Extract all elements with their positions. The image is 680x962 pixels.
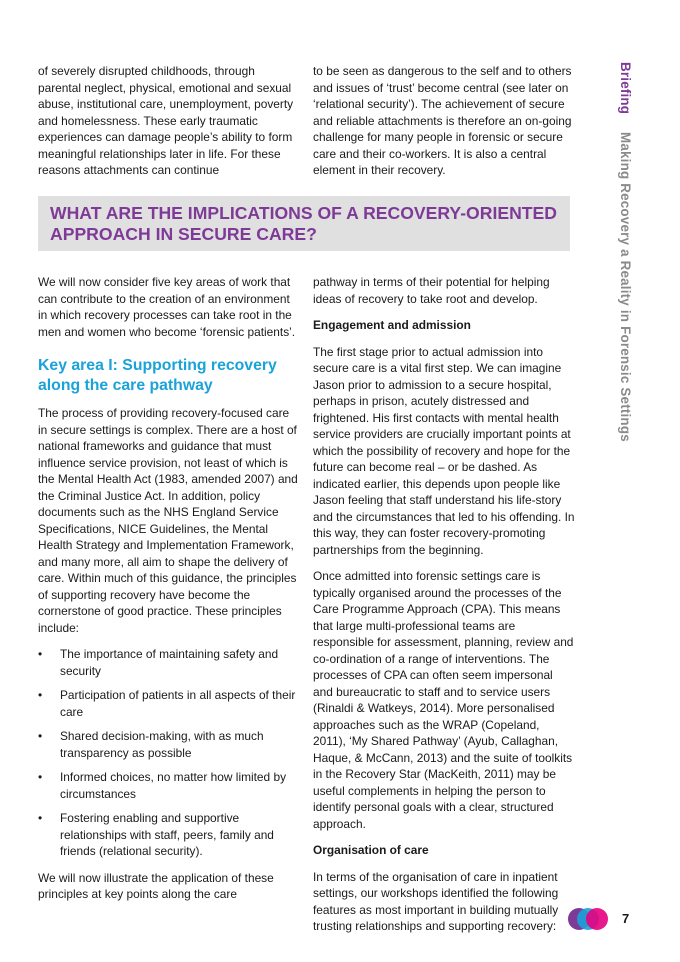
engagement-paragraph: The first stage prior to actual admission into secure care is a vital first step. We can imagine Jason prior to admission to a secure hospital, perhaps in prison, acutely distressed and frightened. His first contacts with mental health service providers are crucially important points at which the possibility of recovery and hope for the future can become real – or be dashed. As indicated earlier, this depends upon people like Jason feeling that staff understand his life-story and the circumstances that led to his offending. In this way, they can foster recovery-promoting partnerships from the beginning. — [313, 344, 575, 557]
intro-paragraph: We will now consider five key areas of work that can contribute to the creation of an environment in which recovery processes can take root in the men and women who become ‘forensic patients’. — [38, 275, 296, 339]
side-title — [618, 62, 633, 442]
top-right-paragraph: to be seen as dangerous to the self and to others and issues of ‘trust’ become central (see later on ‘relational security’). The achievement of secure and reliable attachments is therefore an on-going challenge for many people in forensic or secure care and their co-workers. It is also a central element in their recovery. — [313, 64, 572, 177]
logo-icon — [566, 906, 610, 932]
organisation-heading: Organisation of care — [313, 843, 429, 857]
side-section-label: Briefing — [618, 62, 633, 115]
list-item-text: Participation of patients in all aspects of their care — [60, 688, 296, 719]
list-item-text: Shared decision-making, with as much transparency as possible — [60, 729, 264, 760]
bullet-icon: • — [38, 770, 43, 784]
section-heading: WHAT ARE THE IMPLICATIONS OF A RECOVERY-ORIENTED APPROACH IN SECURE CARE? — [50, 203, 557, 244]
engagement-heading: Engagement and admission — [313, 318, 471, 332]
list-item — [38, 646, 298, 679]
list-item — [38, 769, 298, 802]
list-item-text: Informed choices, no matter how limited by circumstances — [60, 770, 287, 801]
cpa-paragraph: Once admitted into forensic settings care is typically organised around the processes of the Care Programme Approach (CPA). This means that large multi-professional teams are responsible for assessment, planning, review and co-ordination of a range of interventions. The processes of CPA can often seem impersonal and bureaucratic to staff and to service users (Rinaldi & Watkeys, 2014). More personalised approaches such as the WRAP (Copeland, 2011), ‘My Shared Pathway’ (Ayub, Callaghan, Haque, & McCann, 2013) and the suite of toolkits in the Recovery Star (MacKeith, 2011) may be useful complements in helping the person to identify personal goals with a clear, structured approach. — [313, 569, 574, 831]
left-column — [38, 274, 298, 913]
section-banner — [38, 196, 570, 251]
top-left-text — [38, 63, 296, 189]
top-right-text — [313, 63, 573, 189]
logo-circle-pink — [586, 908, 608, 930]
organisation-paragraph: In terms of the organisation of care in inpatient settings, our workshops identified the following features as most important in building mutually trusting relationships and supporting recovery: — [313, 869, 559, 933]
bullet-icon: • — [38, 647, 43, 661]
page-number: 7 — [622, 911, 630, 926]
bullet-icon: • — [38, 729, 43, 743]
list-item-text: Fostering enabling and supportive relationships with staff, peers, family and friends (relational security). — [60, 811, 274, 858]
key-area-paragraph: The process of providing recovery-focused care in secure settings is complex. There are a host of national frameworks and guidance that must influence service provision, not least of which is the Mental Health Act (1983, amended 2007) and the Criminal Justice Act. In addition, policy documents such as the NHS England Service Specifications, NICE Guidelines, the Mental Health Strategy and Implementation Framework, and many more, all aim to shape the delivery of care. Within much of this guidance, the principles of supporting recovery have become the cornerstone of good practice. These principles include: — [38, 406, 298, 635]
continuation-paragraph: pathway in terms of their potential for helping ideas of recovery to take root and develop. — [313, 275, 550, 306]
list-item — [38, 810, 298, 860]
top-left-paragraph: of severely disrupted childhoods, through parental neglect, physical, emotional and sexual abuse, institutional care, unemployment, poverty and homelessness. These early traumatic experiences can damage people’s ability to form meaningful relationships later in life. For these reasons attachments can continue — [38, 64, 294, 177]
key-area-heading: Key area I: Supporting recovery along the care pathway — [38, 357, 277, 394]
list-item — [38, 728, 298, 761]
list-item — [38, 687, 298, 720]
principles-list — [38, 646, 298, 860]
side-document-title: Making Recovery a Reality in Forensic Settings — [618, 132, 633, 442]
right-column — [313, 274, 575, 945]
bullet-icon: • — [38, 811, 43, 825]
closing-paragraph: We will now illustrate the application of these principles at key points along the care — [38, 870, 274, 901]
bullet-icon: • — [38, 688, 43, 702]
list-item-text: The importance of maintaining safety and security — [60, 647, 279, 678]
